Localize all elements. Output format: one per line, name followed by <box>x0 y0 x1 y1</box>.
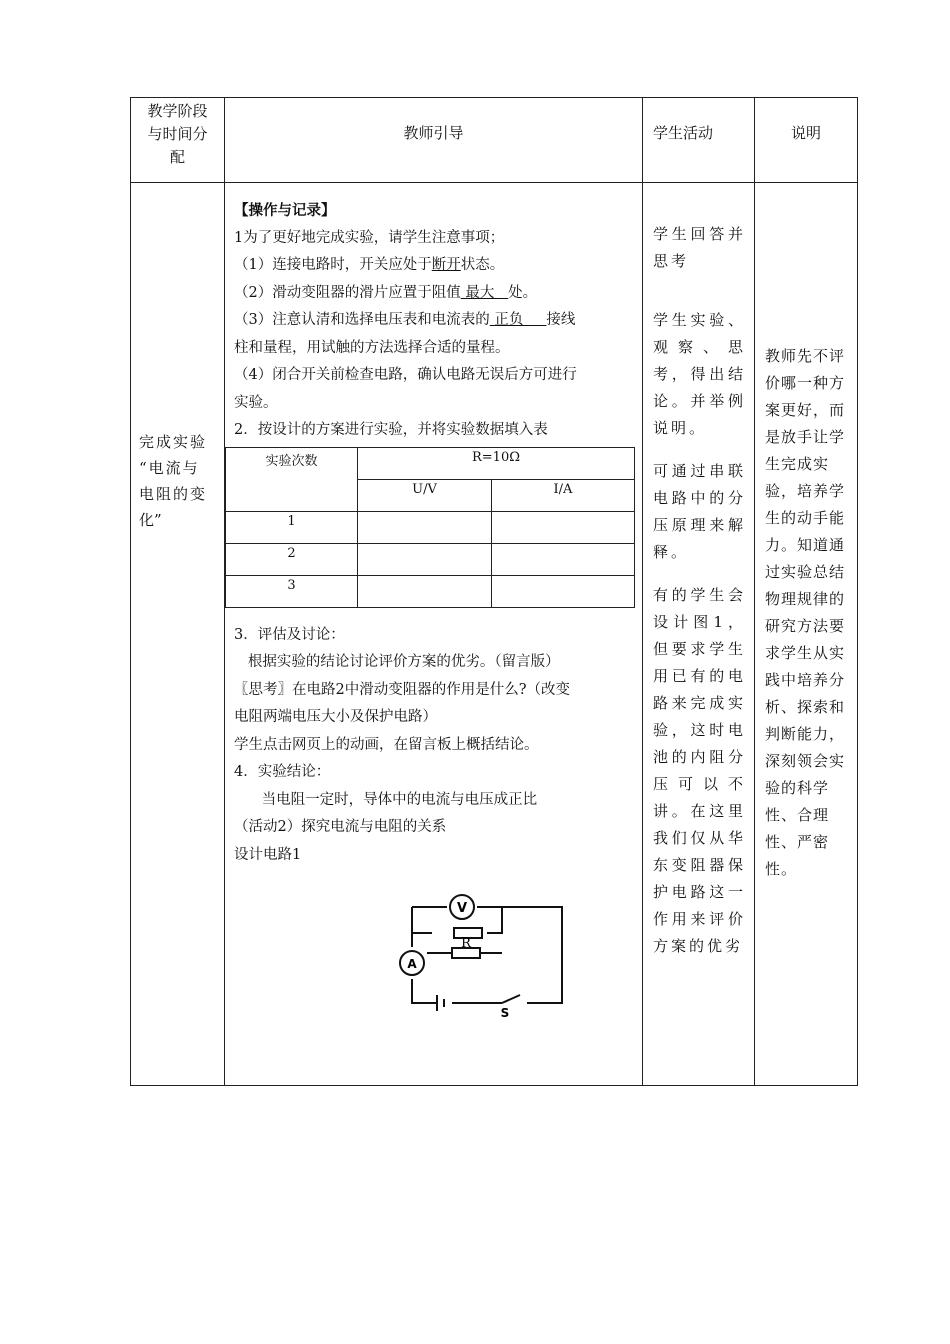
think-line-2: 电阻两端电压大小及保护电路） <box>234 709 437 725</box>
table-row <box>226 575 635 607</box>
stage-line: 化” <box>139 511 162 529</box>
header-student-label: 学生活动 <box>653 123 714 142</box>
section-title: 【操作与记录】 <box>234 202 336 219</box>
student-paragraph: 可通过串联电路中的分压原理来解释。 <box>653 462 746 561</box>
switch-label: S <box>500 1006 510 1019</box>
voltage-header: U/V <box>358 479 492 511</box>
resistor-label: R <box>461 936 471 951</box>
item-4-line1: （4）闭合开关前检查电路，确认电路无误后方可进行 <box>234 367 577 383</box>
trial-number: 3 <box>226 575 358 607</box>
note-cell <box>755 183 858 1086</box>
header-guide-cell <box>225 98 643 183</box>
header-stage-line: 配 <box>169 148 185 166</box>
item-2 <box>234 280 642 308</box>
current-cell <box>492 543 635 575</box>
activity-2: （活动2）探究电流与电阻的关系 <box>234 819 447 835</box>
trial-number: 2 <box>226 543 358 575</box>
ammeter-label: A <box>407 957 417 971</box>
teacher-guide-cell <box>225 183 643 1086</box>
step-3: 3．评估及讨论： <box>234 626 345 643</box>
trial-count-header: 实验次数 <box>226 447 358 511</box>
conclusion: 当电阻一定时，导体中的电流与电压成正比 <box>234 791 538 808</box>
current-header: I/A <box>492 479 635 511</box>
current-cell <box>492 575 635 607</box>
voltmeter-label: V <box>456 901 468 916</box>
data-table <box>225 447 635 608</box>
item-3-blank: 正负 <box>489 312 547 328</box>
student-activity-cell <box>643 183 755 1086</box>
think-line-1: 〖思考〗在电路2中滑动变阻器的作用是什么?（改变 <box>234 681 570 698</box>
note-text: 教师先不评价哪一种方案更好，而是放手让学生完成实验，培养学生的动手能力。知道通过实验总结物理规律的研究方法要求学生从实践中培养分析、探索和判断能力，深刻领会实验的科学性、合理性、严密性。 <box>765 347 846 878</box>
item-2-blank: 最大 <box>460 284 509 301</box>
header-student-cell <box>643 98 755 183</box>
student-paragraph: 有的学生会设计图1，但要求学生用已有的电路来完成实验，这时电池的内阻分压可以不讲。在这里我们仅从华东变阻器保护电路这一作用来评价方案的优劣 <box>653 586 746 955</box>
item-3 <box>234 307 642 335</box>
lesson-plan-table <box>130 97 858 1086</box>
circuit-diagram <box>392 891 572 1019</box>
item-1-text: （1）连接电路时，开关应处于 <box>234 257 432 273</box>
header-stage-cell <box>131 98 225 183</box>
voltage-cell <box>358 543 492 575</box>
stage-line: 电阻的变 <box>139 485 208 503</box>
header-note-cell <box>755 98 858 183</box>
item-2-text: （2）滑动变阻器的滑片应置于阻值 <box>234 284 461 301</box>
voltage-cell <box>358 575 492 607</box>
design-label: 设计电路1 <box>234 846 302 863</box>
item-1 <box>234 252 642 280</box>
table-row <box>226 543 635 575</box>
intro-line: 1为了更好地完成实验，请学生注意事项； <box>234 229 505 246</box>
voltage-cell <box>358 511 492 543</box>
stage-line: “电流与 <box>139 459 200 477</box>
student-paragraph: 学生回答并思考 <box>653 225 746 270</box>
header-stage-line: 与时间分 <box>147 125 208 143</box>
header-note-label: 说明 <box>790 123 821 142</box>
item-1-tail: 状态。 <box>460 257 505 273</box>
item-3-text: （3）注意认清和选择电压表和电流表的 <box>234 312 490 328</box>
header-guide-label: 教师引导 <box>403 123 464 142</box>
step-4: 4．实验结论： <box>234 764 331 780</box>
resistance-header: R=10Ω <box>358 447 635 479</box>
current-cell <box>492 511 635 543</box>
step-2: 2．按设计的方案进行实验，并将实验数据填入表 <box>234 422 548 438</box>
header-row <box>131 98 858 183</box>
click-line: 学生点击网页上的动画，在留言板上概括结论。 <box>234 736 539 753</box>
trial-number: 1 <box>226 511 358 543</box>
content-row <box>131 183 858 1086</box>
header-stage-line: 教学阶段 <box>147 102 208 120</box>
step-3-text: 根据实验的结论讨论评价方案的优劣。（留言版） <box>234 654 560 670</box>
stage-line: 完成实验 <box>139 433 208 451</box>
stage-cell <box>131 183 225 1086</box>
student-paragraph: 学生实验、观察、思考，得出结论。并举例说明。 <box>653 311 746 437</box>
item-3-tail: 接线 <box>546 312 576 328</box>
item-1-blank: 断开 <box>431 257 461 273</box>
table-row <box>226 511 635 543</box>
item-4-line2: 实验。 <box>234 394 278 411</box>
item-3-line2: 柱和量程，用试触的方法选择合适的量程。 <box>234 339 510 356</box>
item-2-tail: 处。 <box>508 284 538 301</box>
